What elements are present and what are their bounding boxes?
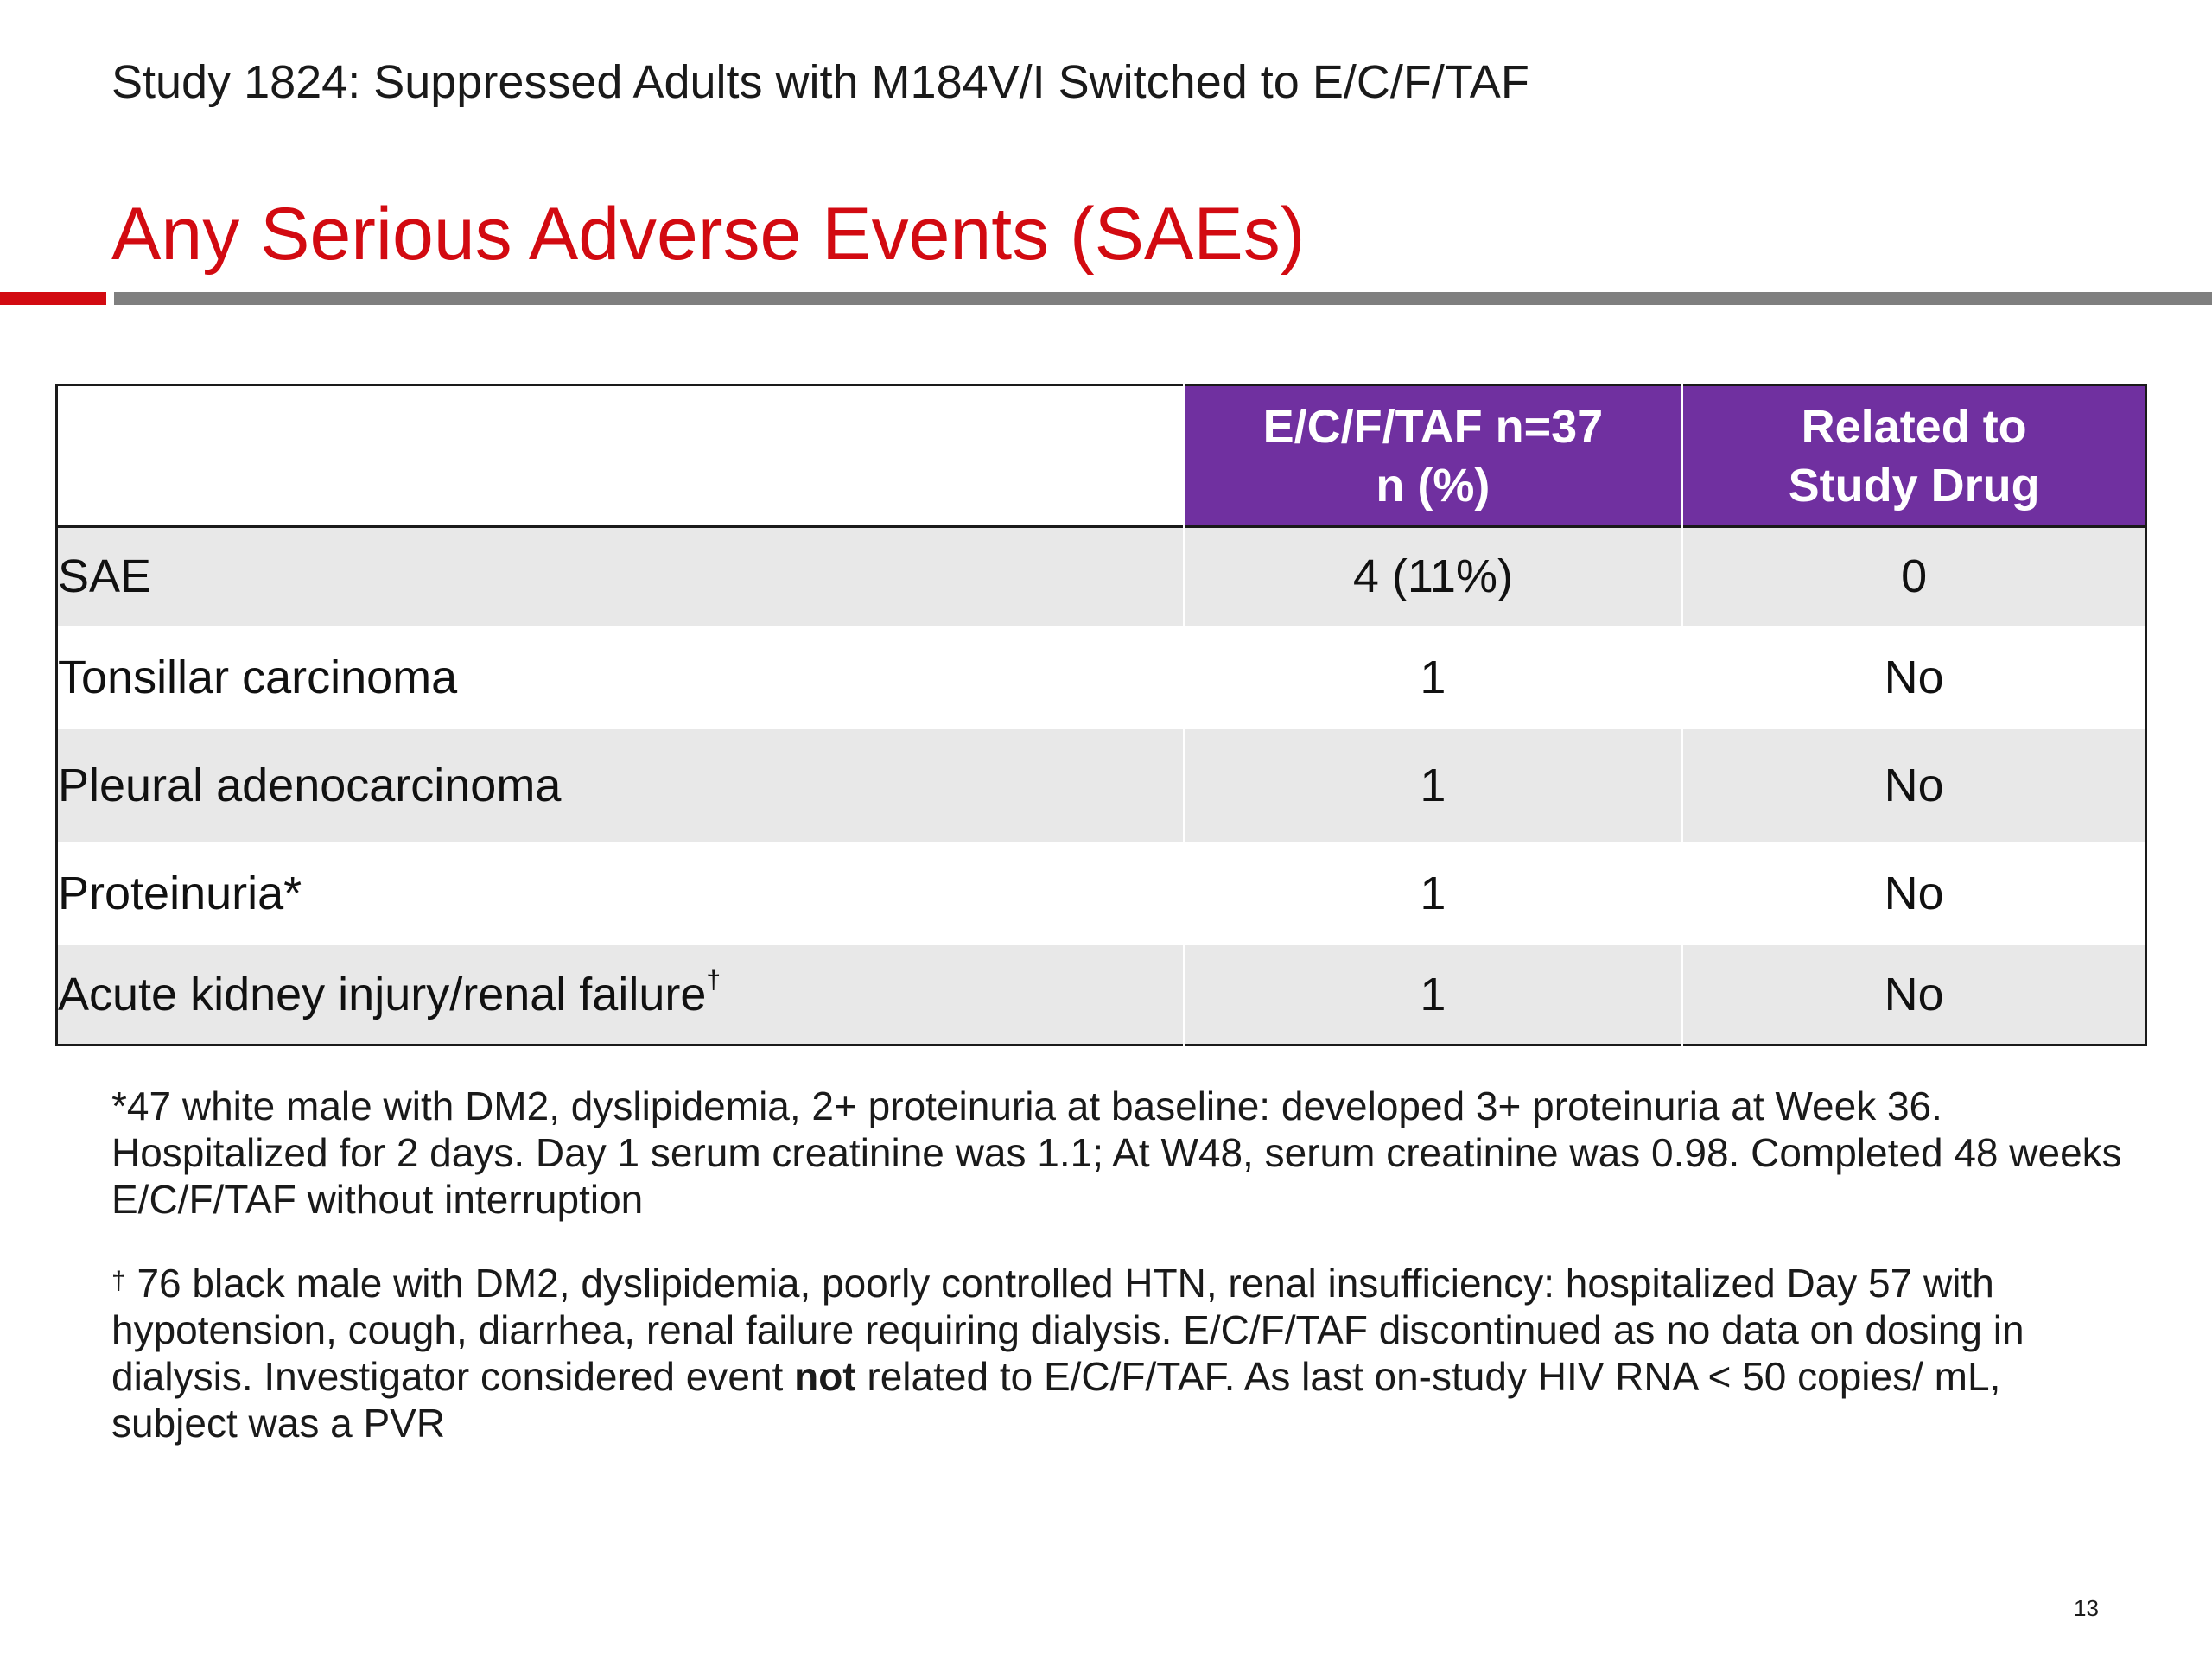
- row-related: No: [1682, 842, 2146, 945]
- row-count: 1: [1184, 842, 1682, 945]
- footnote-renal-failure: [111, 1260, 2125, 1446]
- title-rule-gray: [114, 292, 2212, 305]
- row-related: No: [1682, 729, 2146, 842]
- footnote-renal-text-2: related to E/C/F/TAF. As last on-study HIV RNA < 50 copies/ mL, subject was a PVR: [111, 1354, 2001, 1446]
- row-count: 4 (11%): [1184, 527, 1682, 626]
- row-label: Pleural adenocarcinoma: [57, 729, 1185, 842]
- header-ecftaf: [1184, 385, 1682, 527]
- slide-title: Any Serious Adverse Events (SAEs): [111, 193, 1306, 276]
- row-label: Tonsillar carcinoma: [57, 626, 1185, 729]
- row-label: Proteinuria*: [57, 842, 1185, 945]
- row-related: No: [1682, 626, 2146, 729]
- header-ecftaf-line2: n (%): [1376, 459, 1491, 512]
- row-count: 1: [1184, 945, 1682, 1046]
- header-ecftaf-line1: E/C/F/TAF n=37: [1262, 400, 1604, 453]
- footnote-proteinuria: *47 white male with DM2, dyslipidemia, 2+ proteinuria at baseline: developed 3+ proteinuria at Week 36. Hospitalized for 2 days. Day 1 serum creatinine was 1.1; At W48, serum creatinine was 0.98. Completed 48 weeks E/C/F/TAF without interruption: [111, 1084, 2122, 1222]
- row-label: SAE: [57, 527, 1185, 626]
- row-related: No: [1682, 945, 2146, 1046]
- table-row: [57, 626, 2146, 729]
- footnote-renal-text-1: 76 black male with DM2, dyslipidemia, poorly controlled HTN, renal insufficiency: hospitalized Day 57 with hypotension, cough, diarrhea, renal failure requiring dialysis. E/C/F/TAF discontinued as no data on dosing in dialysis. Investigator considered event: [111, 1261, 2024, 1399]
- page-number: 13: [2074, 1595, 2099, 1621]
- row-label-cell: [57, 945, 1185, 1046]
- header-related-line1: Related to: [1801, 400, 2027, 453]
- header-blank-cell: [57, 385, 1185, 527]
- title-rule-red: [0, 292, 106, 305]
- row-label: Acute kidney injury/renal failure: [58, 968, 707, 1020]
- dagger-mark: †: [706, 965, 721, 995]
- header-related: [1682, 385, 2146, 527]
- row-related: 0: [1682, 527, 2146, 626]
- table-row: [57, 945, 2146, 1046]
- table-row: [57, 527, 2146, 626]
- sae-table: [55, 384, 2147, 1046]
- footnote-dagger-mark: †: [111, 1267, 126, 1295]
- table-row: [57, 729, 2146, 842]
- table-header-row: [57, 385, 2146, 527]
- footnote-renal-bold: not: [794, 1354, 856, 1399]
- row-count: 1: [1184, 729, 1682, 842]
- study-supertitle: Study 1824: Suppressed Adults with M184V/I Switched to E/C/F/TAF: [111, 56, 1529, 108]
- table-row: [57, 842, 2146, 945]
- row-count: 1: [1184, 626, 1682, 729]
- header-related-line2: Study Drug: [1788, 459, 2040, 512]
